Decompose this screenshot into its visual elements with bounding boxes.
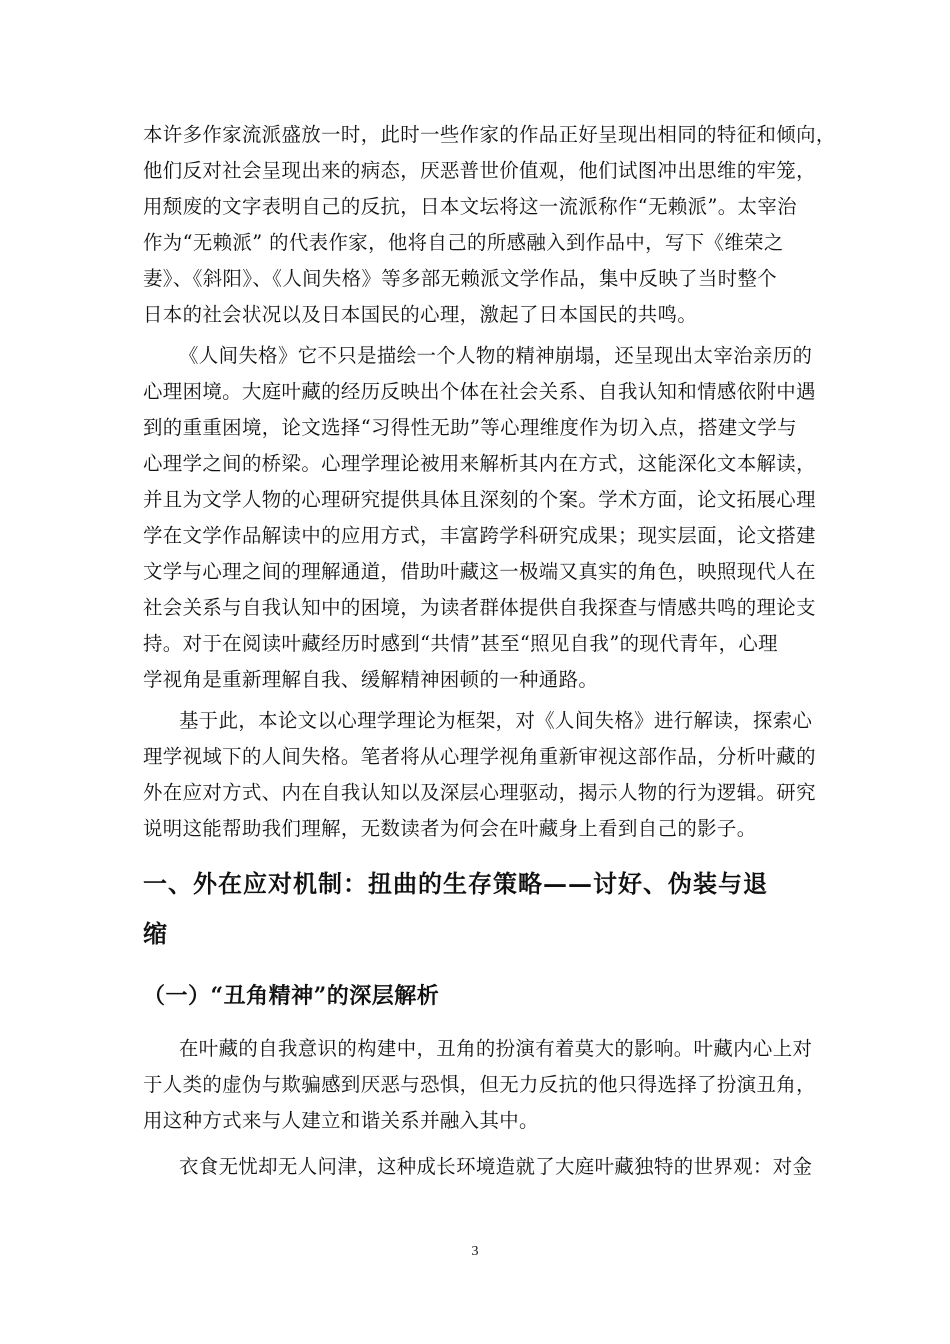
paragraph-1 — [143, 117, 836, 333]
text-line: 到的重重困境，论文选择“习得性无助”等心理维度作为切入点，搭建文学与 — [143, 416, 797, 439]
text-line: 他们反对社会呈现出来的病态，厌恶普世价值观，他们试图冲出思维的牢笼， — [143, 159, 816, 182]
text-line: 妻》、《斜阳》、《人间失格》等多部无赖派文学作品，集中反映了当时整个 — [143, 267, 778, 290]
text-line: 日本的社会状况以及日本国民的心理，激起了日本国民的共鸣。 — [143, 303, 698, 326]
section-heading — [143, 859, 823, 959]
text-line: 用颓废的文字表明自己的反抗，日本文坛将这一流派称作“无赖派”。太宰治 — [143, 195, 797, 218]
text-line: 社会关系与自我认知中的困境，为读者群体提供自我探查与情感共鸣的理论支 — [143, 596, 816, 619]
paragraph-4 — [143, 1031, 815, 1139]
text-line: 在叶藏的自我意识的构建中，丑角的扮演有着莫大的影响。叶藏内心上对 — [179, 1037, 813, 1060]
text-line: 外在应对方式、内在自我认知以及深层心理驱动，揭示人物的行为逻辑。研究 — [143, 781, 816, 804]
text-line: 用这种方式来与人建立和谐关系并融入其中。 — [143, 1109, 539, 1132]
subsection-heading: （一）“丑角精神”的深层解析 — [143, 983, 440, 1009]
text-line: 心理学之间的桥梁。心理学理论被用来解析其内在方式，这能深化文本解读， — [143, 452, 816, 475]
text-line: 衣食无忧却无人问津，这种成长环境造就了大庭叶藏独特的世界观：对金 — [179, 1155, 813, 1178]
text-line: 作为“无赖派” 的代表作家，他将自己的所感融入到作品中，写下《维荣之 — [143, 231, 784, 254]
heading-line: 一、外在应对机制：扭曲的生存策略——讨好、伪装与退 — [143, 869, 768, 898]
paragraph-5 — [143, 1149, 815, 1185]
text-line: 文学与心理之间的理解通道，借助叶藏这一极端又真实的角色，映照现代人在 — [143, 560, 816, 583]
text-line: 心理困境。大庭叶藏的经历反映出个体在社会关系、自我认知和情感依附中遇 — [143, 380, 816, 403]
text-line: 并且为文学人物的心理研究提供具体且深刻的个案。学术方面，论文拓展心理 — [143, 488, 816, 511]
text-line: 本许多作家流派盛放一时，此时一些作家的作品正好呈现出相同的特征和倾向， — [143, 123, 836, 146]
text-line: 持。对于在阅读叶藏经历时感到“共情”甚至“照见自我”的现代青年，心理 — [143, 632, 778, 655]
text-line: 《人间失格》它不只是描绘一个人物的精神崩塌，还呈现出太宰治亲历的 — [179, 344, 813, 367]
text-line: 于人类的虚伪与欺骗感到厌恶与恐惧，但无力反抗的他只得选择了扮演丑角， — [143, 1073, 816, 1096]
text-line: 基于此，本论文以心理学理论为框架，对《人间失格》进行解读，探索心 — [179, 709, 813, 732]
page-number: 3 — [471, 1244, 479, 1259]
text-line: 学视角是重新理解自我、缓解精神困顿的一种通路。 — [143, 668, 599, 691]
text-line: 说明这能帮助我们理解，无数读者为何会在叶藏身上看到自己的影子。 — [143, 817, 757, 840]
heading-line: 缩 — [143, 919, 168, 948]
paragraph-2 — [143, 338, 815, 698]
text-line: 学在文学作品解读中的应用方式，丰富跨学科研究成果；现实层面，论文搭建 — [143, 524, 816, 547]
text-line: 理学视域下的人间失格。笔者将从心理学视角重新审视这部作品，分析叶藏的 — [143, 745, 816, 768]
paragraph-3 — [143, 703, 815, 847]
